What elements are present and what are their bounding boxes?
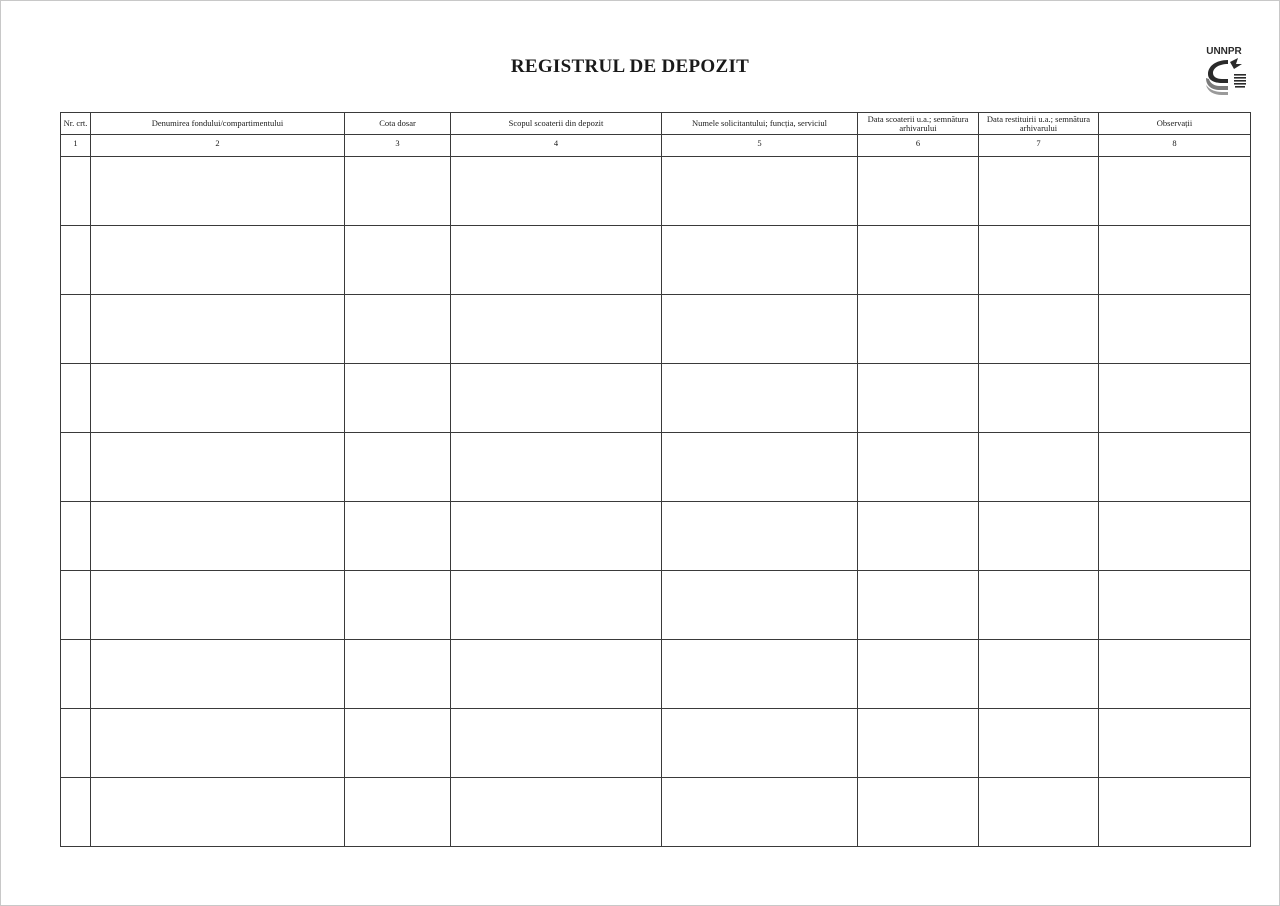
table-cell[interactable] [61, 364, 91, 433]
column-header-observatii: Observații [1099, 113, 1251, 135]
table-cell[interactable] [91, 364, 345, 433]
table-cell[interactable] [61, 502, 91, 571]
table-cell[interactable] [858, 433, 979, 502]
column-header-cota-dosar: Cota dosar [345, 113, 451, 135]
table-cell[interactable] [662, 364, 858, 433]
table-cell[interactable] [858, 571, 979, 640]
table-cell[interactable] [91, 157, 345, 226]
table-cell[interactable] [91, 571, 345, 640]
svg-text:UNNPR: UNNPR [1206, 46, 1242, 57]
table-cell[interactable] [345, 502, 451, 571]
table-cell[interactable] [61, 433, 91, 502]
table-cell[interactable] [61, 157, 91, 226]
table-cell[interactable] [979, 709, 1099, 778]
table-cell[interactable] [662, 571, 858, 640]
table-cell[interactable] [91, 502, 345, 571]
register-body [61, 157, 1251, 847]
table-cell[interactable] [345, 778, 451, 847]
table-cell[interactable] [61, 778, 91, 847]
column-number: 5 [662, 135, 858, 157]
table-cell[interactable] [979, 778, 1099, 847]
table-cell[interactable] [858, 778, 979, 847]
column-header-nr-crt: Nr. crt. [61, 113, 91, 135]
table-cell[interactable] [1099, 157, 1251, 226]
column-header-denumirea-fondului: Denumirea fondului/compartimentului [91, 113, 345, 135]
column-header-data-restituirii: Data restituirii u.a.; semnătura arhivarului [979, 113, 1099, 135]
table-cell[interactable] [345, 226, 451, 295]
table-cell[interactable] [345, 157, 451, 226]
table-cell[interactable] [979, 364, 1099, 433]
table-cell[interactable] [858, 157, 979, 226]
table-cell[interactable] [345, 433, 451, 502]
table-row [61, 778, 1251, 847]
table-cell[interactable] [345, 571, 451, 640]
table-row [61, 433, 1251, 502]
table-cell[interactable] [1099, 433, 1251, 502]
table-cell[interactable] [858, 364, 979, 433]
table-cell[interactable] [61, 226, 91, 295]
table-row [61, 640, 1251, 709]
table-row [61, 295, 1251, 364]
table-cell[interactable] [91, 640, 345, 709]
register-table [60, 112, 1251, 847]
table-cell[interactable] [451, 640, 662, 709]
column-header-data-scoaterii: Data scoaterii u.a.; semnătura arhivarului [858, 113, 979, 135]
table-cell[interactable] [91, 226, 345, 295]
unnpr-logo-icon [1198, 44, 1250, 98]
table-cell[interactable] [345, 295, 451, 364]
table-cell[interactable] [1099, 640, 1251, 709]
table-cell[interactable] [1099, 778, 1251, 847]
column-number: 7 [979, 135, 1099, 157]
table-cell[interactable] [1099, 571, 1251, 640]
table-cell[interactable] [1099, 295, 1251, 364]
table-cell[interactable] [1099, 502, 1251, 571]
table-cell[interactable] [451, 778, 662, 847]
table-cell[interactable] [662, 157, 858, 226]
table-cell[interactable] [451, 295, 662, 364]
header-row [61, 113, 1251, 135]
table-cell[interactable] [662, 433, 858, 502]
table-row [61, 364, 1251, 433]
table-row [61, 502, 1251, 571]
table-cell[interactable] [451, 226, 662, 295]
table-cell[interactable] [345, 640, 451, 709]
column-header-numele-solicitantului: Numele solicitantului; funcția, serviciul [662, 113, 858, 135]
table-cell[interactable] [61, 640, 91, 709]
table-cell[interactable] [345, 364, 451, 433]
table-row [61, 571, 1251, 640]
table-cell[interactable] [451, 157, 662, 226]
table-cell[interactable] [1099, 709, 1251, 778]
column-header-scopul-scoaterii: Scopul scoaterii din depozit [451, 113, 662, 135]
table-cell[interactable] [451, 433, 662, 502]
table-cell[interactable] [662, 295, 858, 364]
table-cell[interactable] [979, 295, 1099, 364]
table-cell[interactable] [979, 502, 1099, 571]
column-number-row [61, 135, 1251, 157]
table-cell[interactable] [858, 640, 979, 709]
table-cell[interactable] [979, 157, 1099, 226]
table-cell[interactable] [451, 709, 662, 778]
table-cell[interactable] [662, 226, 858, 295]
column-number: 6 [858, 135, 979, 157]
column-number: 2 [91, 135, 345, 157]
table-cell[interactable] [979, 571, 1099, 640]
table-cell[interactable] [91, 433, 345, 502]
table-cell[interactable] [662, 709, 858, 778]
table-cell[interactable] [662, 640, 858, 709]
column-number: 1 [61, 135, 91, 157]
table-cell[interactable] [345, 709, 451, 778]
table-cell[interactable] [91, 778, 345, 847]
column-number: 4 [451, 135, 662, 157]
table-cell[interactable] [662, 502, 858, 571]
document-title: REGISTRUL DE DEPOZIT [510, 56, 750, 77]
table-cell[interactable] [1099, 364, 1251, 433]
table-cell[interactable] [61, 709, 91, 778]
table-cell[interactable] [61, 571, 91, 640]
table-cell[interactable] [858, 295, 979, 364]
table-row [61, 709, 1251, 778]
table-cell[interactable] [91, 709, 345, 778]
table-cell[interactable] [858, 709, 979, 778]
table-cell[interactable] [662, 778, 858, 847]
table-cell[interactable] [61, 295, 91, 364]
table-cell[interactable] [1099, 226, 1251, 295]
column-number: 8 [1099, 135, 1251, 157]
table-row [61, 226, 1251, 295]
table-cell[interactable] [451, 571, 662, 640]
table-cell[interactable] [979, 226, 1099, 295]
table-cell[interactable] [91, 295, 345, 364]
table-cell[interactable] [858, 502, 979, 571]
column-number: 3 [345, 135, 451, 157]
table-cell[interactable] [979, 433, 1099, 502]
table-row [61, 157, 1251, 226]
table-cell[interactable] [979, 640, 1099, 709]
table-cell[interactable] [451, 364, 662, 433]
table-cell[interactable] [858, 226, 979, 295]
table-cell[interactable] [451, 502, 662, 571]
